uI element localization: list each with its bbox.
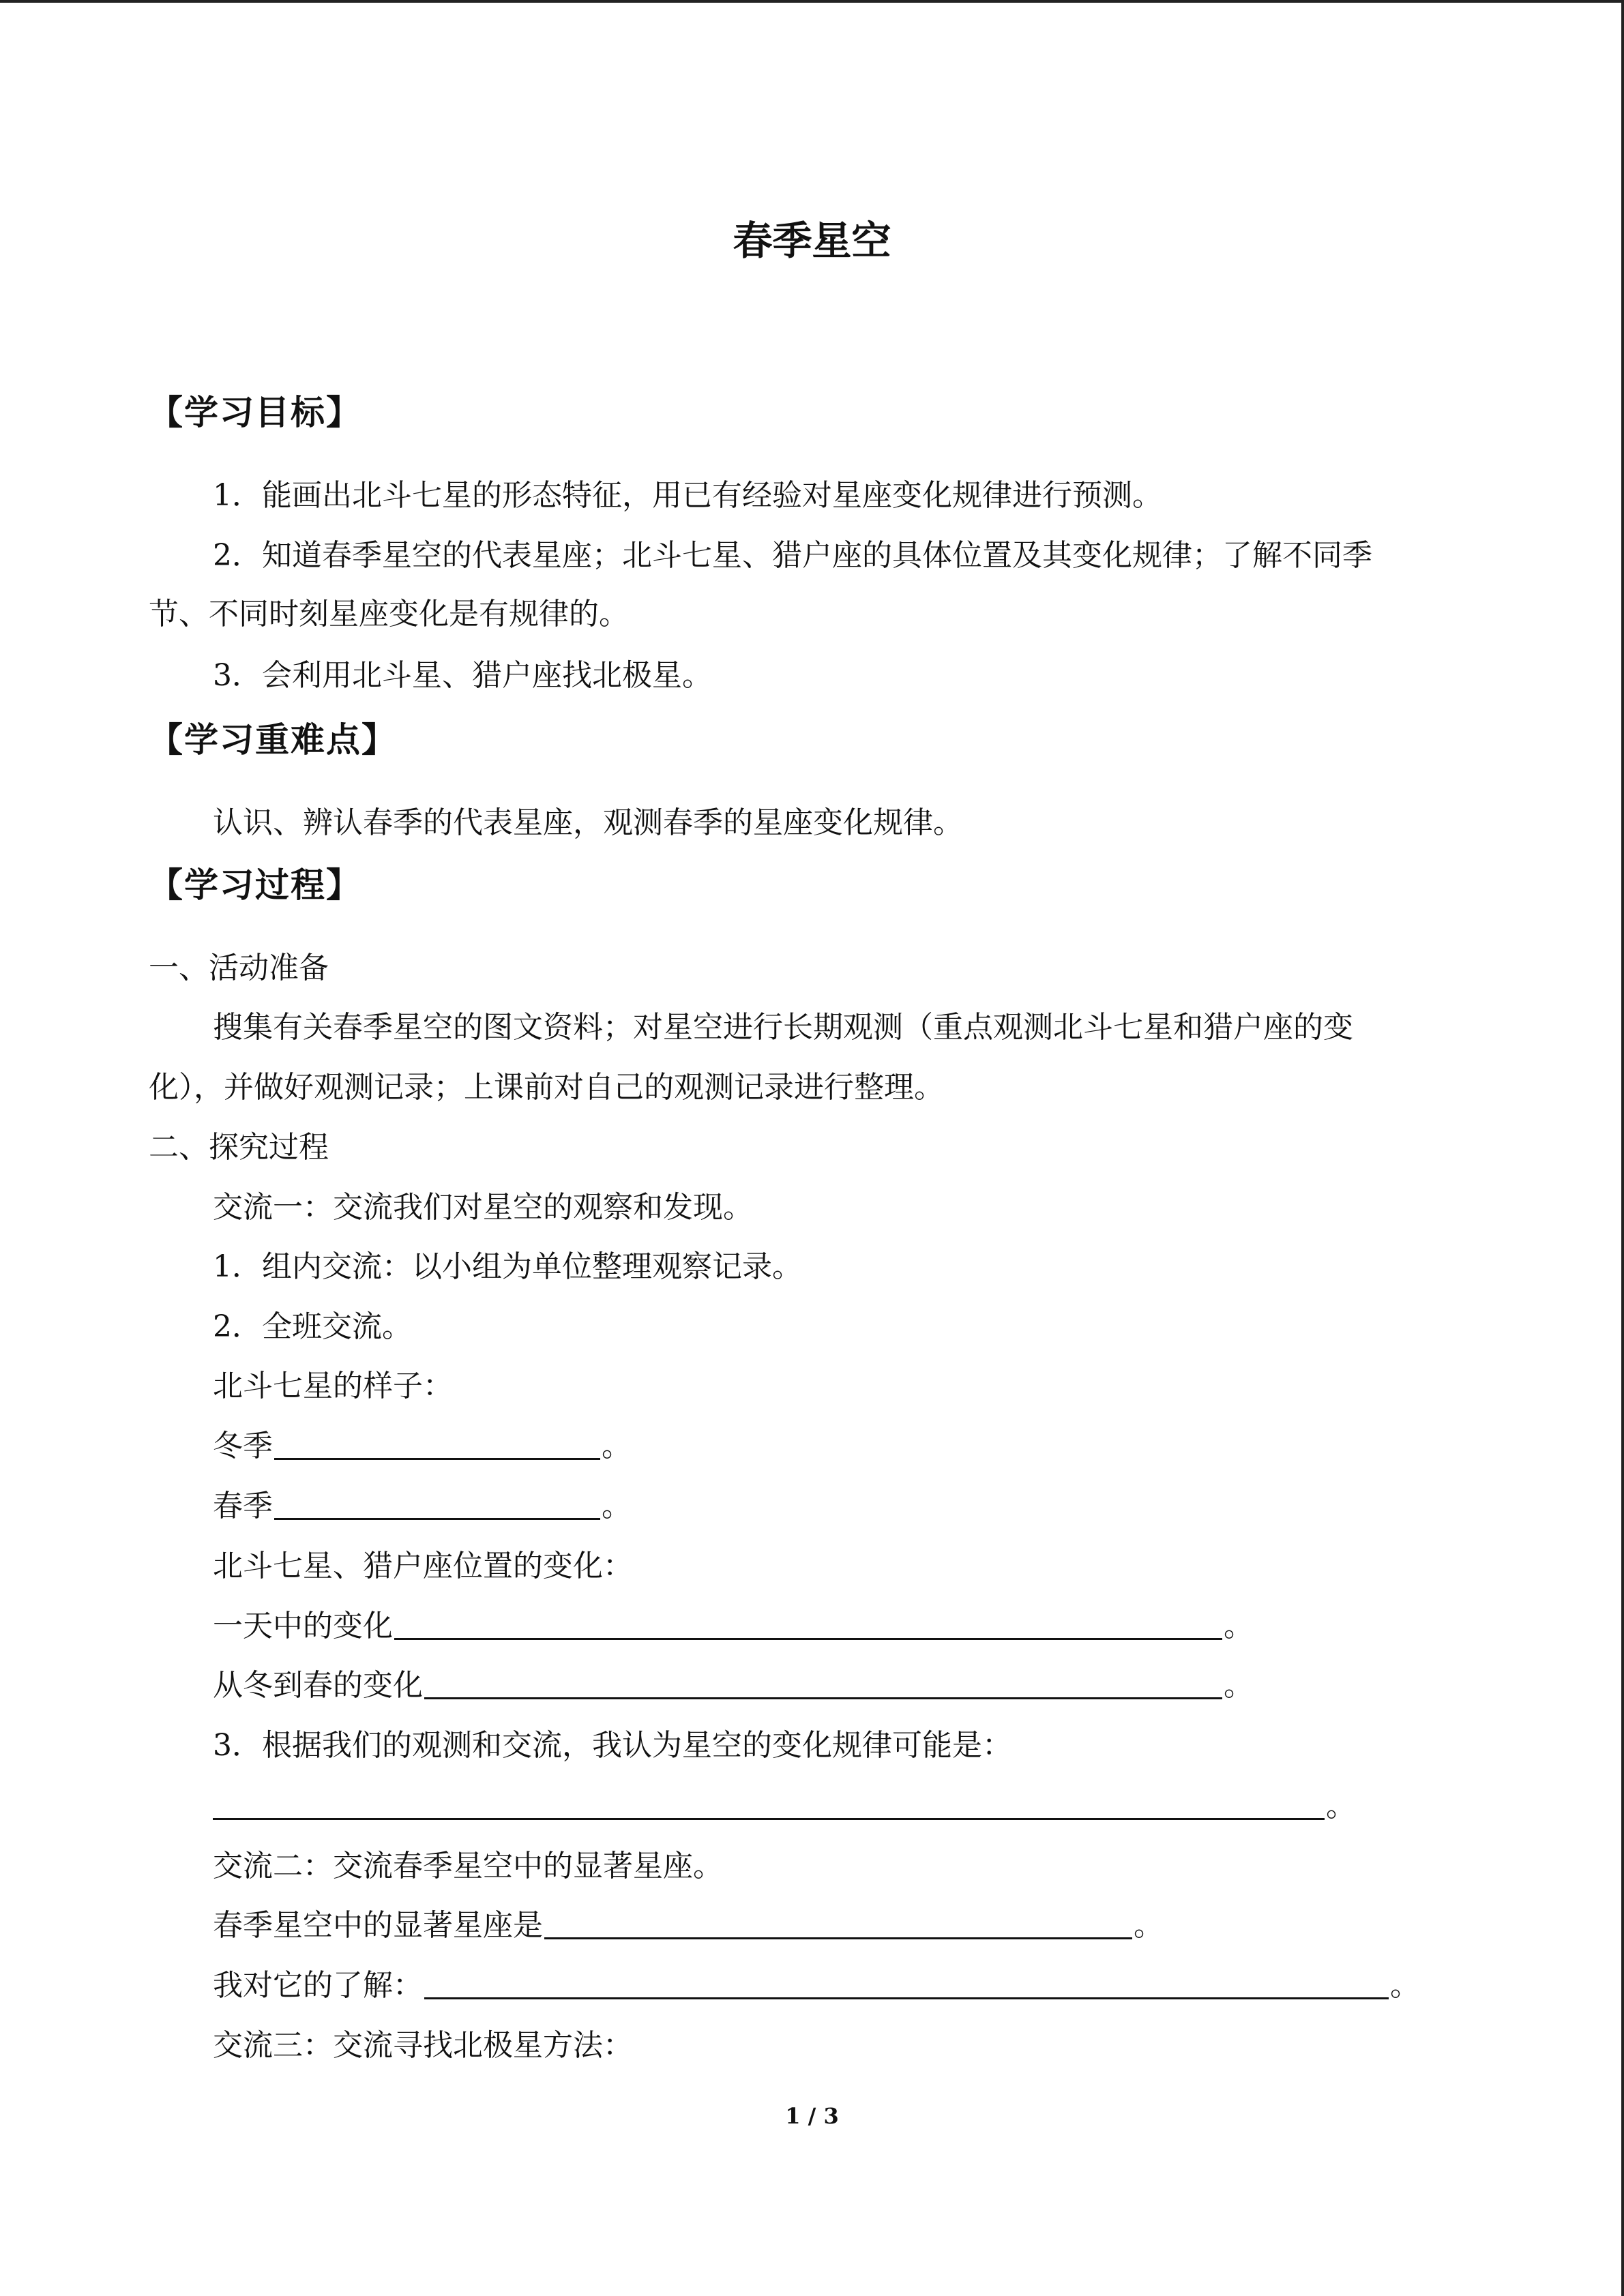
right-border: [1621, 0, 1624, 2296]
winter-label: 冬季: [213, 1429, 273, 1463]
page-number: 1 / 3: [785, 2103, 839, 2129]
exchange-2: 交流二：交流春季星空中的显著星座。: [213, 1849, 723, 1883]
winter-row: [213, 1422, 632, 1470]
exchange-1: 交流一：交流我们对星空的观察和发现。: [213, 1190, 753, 1225]
season-change-label: 从冬到春的变化: [213, 1668, 423, 1703]
season-change-row: [213, 1662, 1254, 1710]
understanding-row: [213, 1962, 1420, 2010]
period: 。: [1134, 1908, 1164, 1943]
goal-item-1: 1．能画出北斗七星的形态特征，用已有经验对星座变化规律进行预测。: [213, 478, 1162, 513]
spring-label: 春季: [213, 1489, 273, 1523]
day-change-label: 一天中的变化: [213, 1609, 393, 1643]
position-change-label: 北斗七星、猎户座位置的变化：: [213, 1549, 633, 1583]
understanding-label: 我对它的了解：: [213, 1968, 423, 2003]
key-points-text: 认识、辨认春季的代表星座，观测春季的星座变化规律。: [213, 805, 963, 840]
understanding-blank[interactable]: [424, 1965, 1389, 1999]
day-change-row: [213, 1602, 1254, 1650]
exchange-3: 交流三：交流寻找北极星方法：: [213, 2028, 633, 2063]
step-2: 2．全班交流。: [213, 1309, 412, 1344]
process-heading: 【学习过程】: [149, 865, 361, 905]
step-1: 1．组内交流：以小组为单位整理观察记录。: [213, 1249, 802, 1284]
period: 。: [1326, 1789, 1356, 1823]
goal-item-3: 3．会利用北斗星、猎户座找北极星。: [213, 658, 712, 693]
notable-constellation-blank[interactable]: [544, 1905, 1132, 1939]
goal-item-2-line-2: 节、不同时刻星座变化是有规律的。: [149, 597, 629, 631]
part1-text-line-1: 搜集有关春季星空的图文资料；对星空进行长期观测（重点观测北斗七星和猎户座的变: [213, 1010, 1353, 1045]
top-border: [0, 0, 1624, 3]
step-3: 3．根据我们的观测和交流，我认为星空的变化规律可能是：: [213, 1728, 1012, 1763]
winter-answer-blank[interactable]: [274, 1425, 600, 1460]
period: 。: [1224, 1609, 1254, 1643]
goal-item-2-line-1: 2．知道春季星空的代表星座；北斗七星、猎户座的具体位置及其变化规律；了解不同季: [213, 538, 1372, 573]
spring-answer-blank[interactable]: [274, 1485, 600, 1520]
notable-row: [213, 1902, 1164, 1950]
season-change-blank[interactable]: [424, 1665, 1222, 1699]
step-3-answer-blank[interactable]: [213, 1785, 1325, 1820]
period: 。: [602, 1489, 632, 1523]
day-change-blank[interactable]: [394, 1605, 1222, 1640]
part1-text-line-2: 化），并做好观测记录；上课前对自己的观测记录进行整理。: [149, 1070, 944, 1105]
step-3-answer-row: [213, 1783, 1356, 1830]
notable-label: 春季星空中的显著星座是: [213, 1908, 543, 1943]
period: 。: [1224, 1668, 1254, 1703]
key-points-heading: 【学习重难点】: [149, 720, 397, 760]
page-title: 春季星空: [733, 218, 891, 264]
period: 。: [1390, 1968, 1420, 2003]
part1-title: 一、活动准备: [149, 951, 329, 985]
period: 。: [602, 1429, 632, 1463]
spring-row: [213, 1482, 632, 1530]
part2-title: 二、探究过程: [149, 1130, 329, 1165]
dipper-shape-label: 北斗七星的样子：: [213, 1369, 453, 1403]
goals-heading: 【学习目标】: [149, 393, 361, 432]
